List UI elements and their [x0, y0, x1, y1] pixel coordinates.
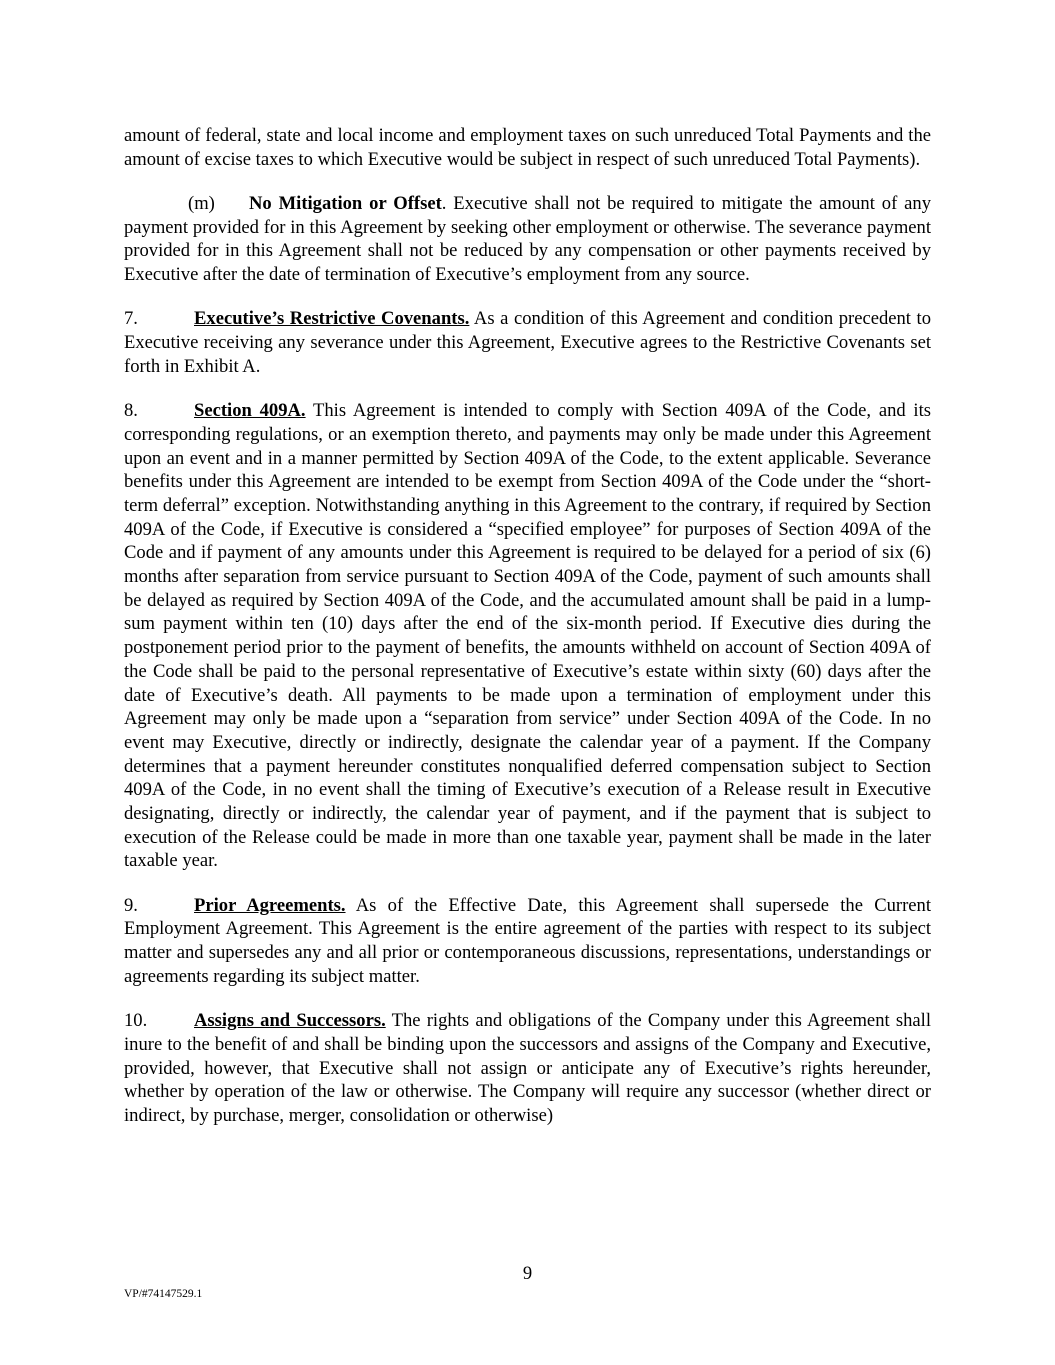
- section-10-paragraph: [124, 1009, 931, 1128]
- section-9-heading: Prior Agreements.: [194, 894, 346, 916]
- document-id: VP/#74147529.1: [124, 1288, 203, 1300]
- section-8-paragraph: [124, 399, 931, 873]
- section-m-label: (m): [188, 193, 215, 214]
- section-8-heading: Section 409A.: [194, 400, 306, 422]
- paragraph-continuation: amount of federal, state and local income and employment taxes on such unreduced Total Payments and the amount of excise taxes to which Executive would be subject in respect of such unreduced Total Payments).: [124, 125, 931, 170]
- section-7-heading: Executive’s Restrictive Covenants.: [194, 308, 470, 330]
- section-10-heading: Assigns and Successors.: [194, 1010, 386, 1032]
- section-7-body: As a condition of this Agreement and condition precedent to Executive receiving any severance under this Agreement, Executive agrees to the Restrictive Covenants set forth in Exhibit A.: [124, 308, 932, 377]
- section-m-paragraph: [124, 192, 931, 287]
- section-9-body: As of the Effective Date, this Agreement shall supersede the Current Employment Agreement. This Agreement is the entire agreement of the parties with respect to its subject matter and supersedes any and all prior or contemporaneous discussions, representations, understandings or agreements regarding its subject matter.: [124, 894, 932, 987]
- page-number: 9: [522, 1263, 533, 1284]
- document-body: [124, 124, 931, 1148]
- section-8-number: 8.: [124, 400, 138, 422]
- section-7-number: 7.: [124, 308, 138, 330]
- section-m-heading: No Mitigation or Offset: [249, 193, 442, 214]
- section-9-paragraph: [124, 894, 931, 989]
- section-10-number: 10.: [124, 1010, 148, 1032]
- section-m-body: . Executive shall not be required to mitigate the amount of any payment provided for in this Agreement by seeking other employment or otherwise. The severance payment provided for in this Agreement shall not be reduced by any compensation or other payments received by Executive after the date of termination of Executive’s employment from any source.: [124, 193, 931, 286]
- section-10-body: The rights and obligations of the Company under this Agreement shall inure to the benefit of and shall be binding upon the successors and assigns of the Company and Executive, provided, however, that Executive shall not assign or anticipate any of Executive’s rights hereunder, whether by operation of the law or otherwise. The Company will require any successor (whether direct or indirect, by purchase, merger, consolidation or otherwise): [124, 1010, 931, 1126]
- section-7-paragraph: [124, 307, 931, 378]
- section-8-body: This Agreement is intended to comply with Section 409A of the Code, and its corresponding regulations, or an exemption thereto, and payments may only be made under this Agreement upon an event and in a manner permitted by Section 409A of the Code, to the extent applicable. Severance benefits under this Agreement are intended to be exempt from Section 409A of the Code under the “short-term deferral” exception. Notwithstanding anything in this Agreement to the contrary, if required by Section 409A of the Code, if Executive is considered a “specified employee” for purposes of Section 409A of the Code and if payment of any amounts under this Agreement is required to be delayed for a period of six (6) months after separation from service pursuant to Section 409A of the Code, payment of such amounts shall be delayed as required by Section 409A of the Code, and the accumulated amount shall be paid in a lump-sum payment within ten (10) days after the end of the six-month period. If Executive dies during the postponement period prior to the payment of benefits, the amounts withheld on account of Section 409A of the Code shall be paid to the personal representative of Executive’s estate within sixty (60) days after the date of Executive’s death. All payments to be made upon a termination of employment under this Agreement may only be made upon a “separation from service” under Section 409A of the Code. In no event may Executive, directly or indirectly, designate the calendar year of a payment. If the Company determines that a payment hereunder constitutes nonqualified deferred compensation subject to Section 409A of the Code, in no event shall the timing of Executive’s execution of a Release result in Executive designating, directly or indirectly, the calendar year of payment, and if the payment that is subject to execution of the Release could be made in more than one taxable year, payment shall be made in the later taxable year.: [124, 400, 932, 872]
- section-9-number: 9.: [124, 894, 138, 916]
